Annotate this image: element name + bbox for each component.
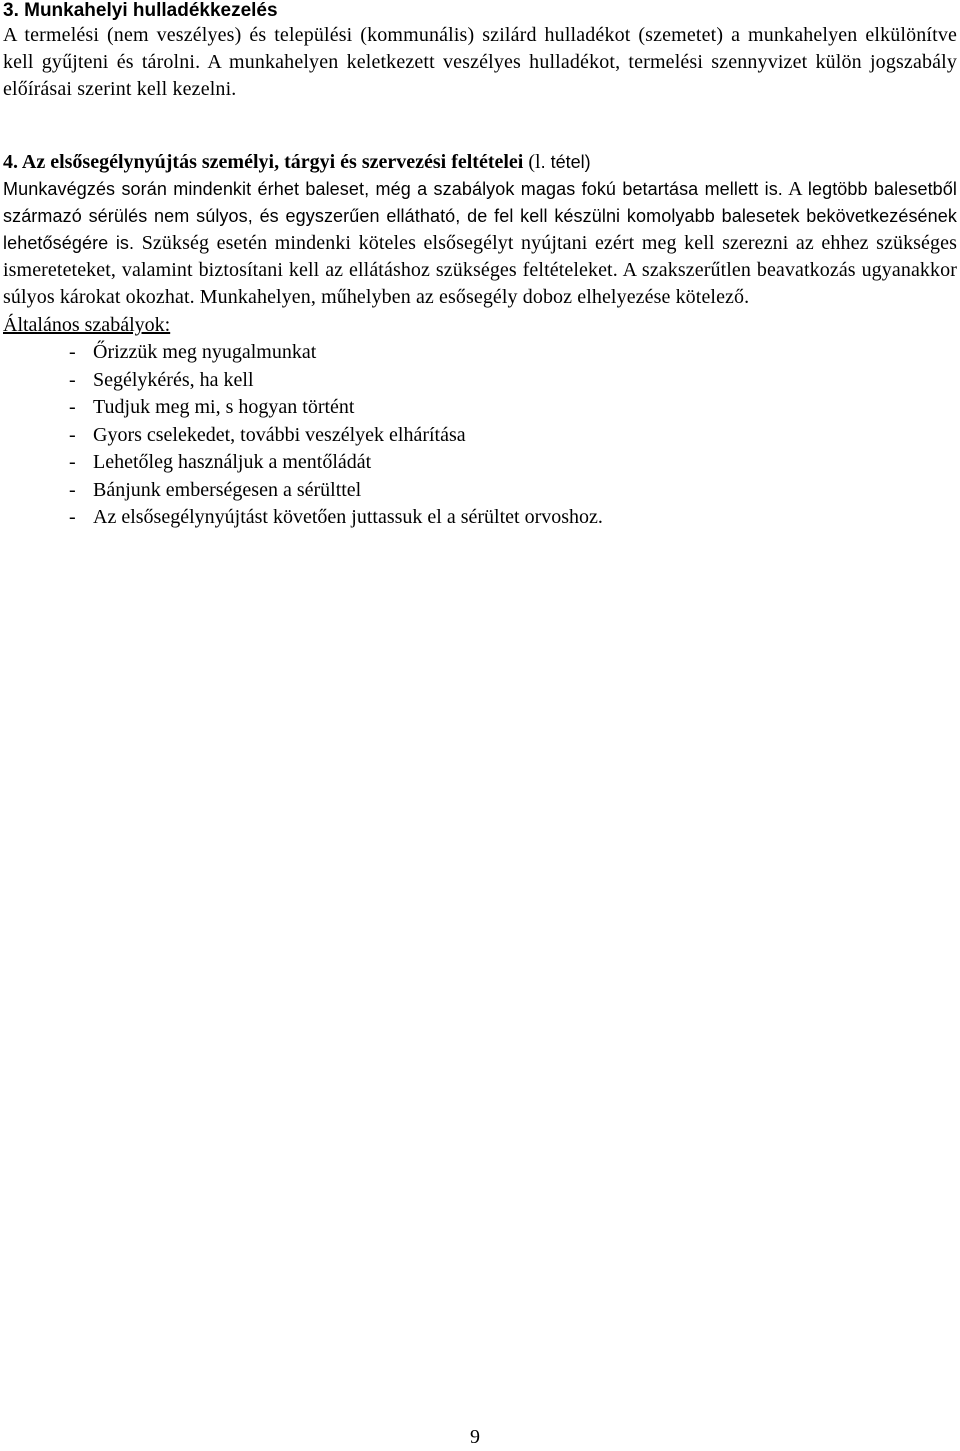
- section-4-title: 4. Az elsősegélynyújtás személyi, tárgyi és szervezési feltételei: [3, 151, 524, 173]
- list-item-text: Segélykérés, ha kell: [93, 368, 254, 391]
- list-item-text: Tudjuk meg mi, s hogyan történt: [93, 396, 355, 418]
- list-dash: -: [69, 341, 76, 363]
- rules-list: [3, 339, 957, 532]
- list-dash: -: [69, 368, 76, 391]
- section-3-heading: 3. Munkahelyi hulladékkezelés: [3, 0, 278, 21]
- page-number: 9: [470, 1426, 480, 1448]
- list-item-text: Lehetőleg használjuk a mentőládát: [93, 451, 372, 473]
- section-4-text-2: A: [782, 178, 808, 200]
- list-item: [69, 394, 957, 422]
- list-item-text: Gyors cselekedet, további veszélyek elhárítása: [93, 423, 466, 446]
- list-item: [69, 504, 957, 532]
- list-item: [69, 449, 957, 477]
- list-dash: -: [69, 478, 76, 501]
- list-dash: -: [69, 506, 76, 528]
- section-4-text-1: Munkavégzés során mindenkit érhet baleset, még a szabályok magas fokú betartása mellett is.: [3, 179, 783, 199]
- section-4-text-3: legtöbb balesetből származó sérülés nem súlyos, és egyszerűen ellátható, de fel kell készülni komolyabb balesetek bekövetkezésének lehetőségére is.: [3, 179, 957, 253]
- section-4-heading: [3, 149, 957, 176]
- list-item-text: Bánjunk emberségesen a sérülttel: [93, 478, 362, 501]
- section-gap: [3, 103, 957, 149]
- section-4-title-note: . tétel): [540, 152, 591, 172]
- list-item-text: Őrizzük meg nyugalmunkat: [93, 341, 317, 363]
- list-dash: -: [69, 423, 76, 446]
- list-dash: -: [69, 396, 76, 418]
- section-4-paragraph-1: [3, 176, 957, 311]
- list-dash: -: [69, 451, 76, 473]
- list-item: [69, 477, 957, 505]
- section-4-title-paren: (l: [523, 151, 541, 173]
- section-3-paragraph: A termelési (nem veszélyes) és települési (kommunális) szilárd hulladékot (szemetet) a munkahelyen elkülönítve kell gyűjteni és tárolni. A munkahelyen keletkezett veszélyes hulladékot, termelési szennyvizet külön jogszabály előírásai szerint kell kezelni.: [3, 24, 957, 100]
- list-item: [69, 422, 957, 450]
- document-page: [3, 0, 957, 532]
- section-4-text-4: Szükség esetén mindenki köteles elsősegélyt nyújtani ezért meg kell szerezni az ehhez szükséges ismereteteket, valamint biztosítani kell az ellátáshoz szükséges feltételeket. A szakszerűtlen beavatkozás ugyanakkor súlyos károkat okozhat. Munkahelyen, műhelyben az esősegély doboz elhelyezése kötelező.: [3, 232, 957, 308]
- list-item: [69, 339, 957, 367]
- list-item: [69, 367, 957, 395]
- list-item-text: Az elsősegélynyújtást követően juttassuk el a sérültet orvoshoz.: [93, 506, 603, 528]
- rules-title: Általános szabályok:: [3, 314, 171, 336]
